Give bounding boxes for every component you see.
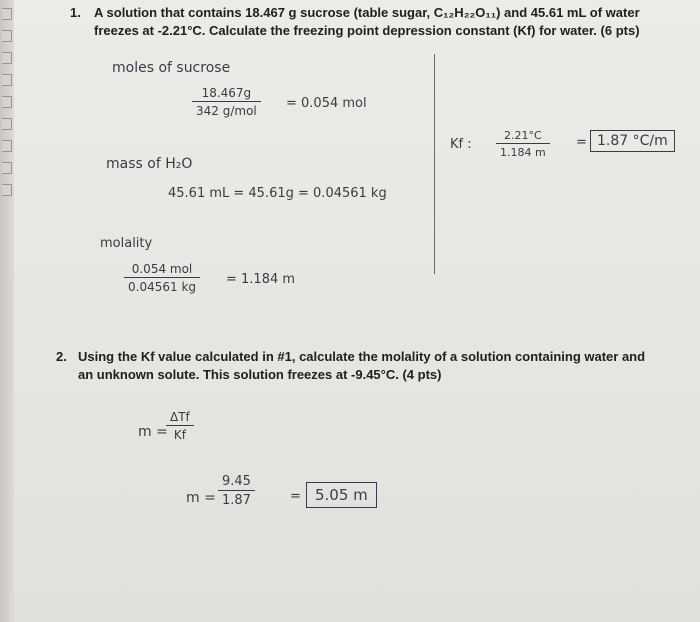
molality-fraction	[124, 262, 200, 294]
mass-conversion-line: 45.61 mL = 45.61g = 0.04561 kg	[168, 186, 387, 201]
moles-fraction	[192, 86, 261, 118]
calc-equals: =	[290, 489, 301, 504]
moles-denominator: 342 g/mol	[192, 101, 261, 118]
kf-equals: =	[576, 135, 587, 150]
molality-numerator: 0.054 mol	[131, 262, 193, 276]
moles-result: = 0.054 mol	[286, 96, 367, 111]
kf-result-box: 1.87 °C/m	[590, 130, 675, 152]
binding-tab	[2, 52, 12, 64]
formula-lhs: m =	[138, 424, 168, 440]
moles-numerator: 18.467g	[201, 86, 252, 100]
kf-numerator: 2.21°C	[504, 129, 542, 142]
moles-of-sucrose-label: moles of sucrose	[112, 60, 231, 76]
molality-label: molality	[100, 236, 153, 251]
formula-fraction	[166, 410, 194, 442]
q1-text-line1: A solution that contains 18.467 g sucrose (table sugar, C₁₂H₂₂O₁₁) and 45.61 mL of water	[94, 5, 640, 20]
calc-lhs: m =	[186, 490, 216, 506]
binding-tab	[2, 96, 12, 108]
divider-line	[434, 54, 435, 274]
q1-number: 1.	[70, 5, 81, 20]
molality-result: = 1.184 m	[226, 272, 296, 287]
molality-answer-box: 5.05 m	[306, 482, 377, 508]
q2-text-line1: Using the Kf value calculated in #1, calculate the molality of a solution containing water and	[78, 349, 646, 364]
binding-tab	[2, 184, 12, 196]
molality-denominator: 0.04561 kg	[124, 277, 200, 294]
q2-number: 2.	[56, 349, 67, 364]
calc-fraction	[218, 474, 255, 508]
calc-denominator: 1.87	[218, 490, 255, 508]
q1-text-line2: freezes at -2.21°C. Calculate the freezing point depression constant (Kf) for water. (6 pts)	[94, 23, 640, 38]
spiral-binding-edge	[0, 0, 14, 622]
q2-text-line2: an unknown solute. This solution freezes at -9.45°C. (4 pts)	[78, 367, 442, 382]
mass-of-water-label: mass of H₂O	[106, 156, 193, 172]
binding-tab	[2, 162, 12, 174]
binding-tab	[2, 8, 12, 20]
kf-label: Kf :	[450, 137, 472, 152]
binding-tab	[2, 118, 12, 130]
kf-fraction	[496, 129, 550, 159]
formula-denominator: Kf	[166, 425, 194, 442]
kf-denominator: 1.184 m	[496, 143, 550, 159]
binding-tab	[2, 30, 12, 42]
formula-numerator: ΔTf	[170, 410, 190, 424]
binding-tab	[2, 74, 12, 86]
binding-tab	[2, 140, 12, 152]
calc-numerator: 9.45	[222, 474, 251, 489]
